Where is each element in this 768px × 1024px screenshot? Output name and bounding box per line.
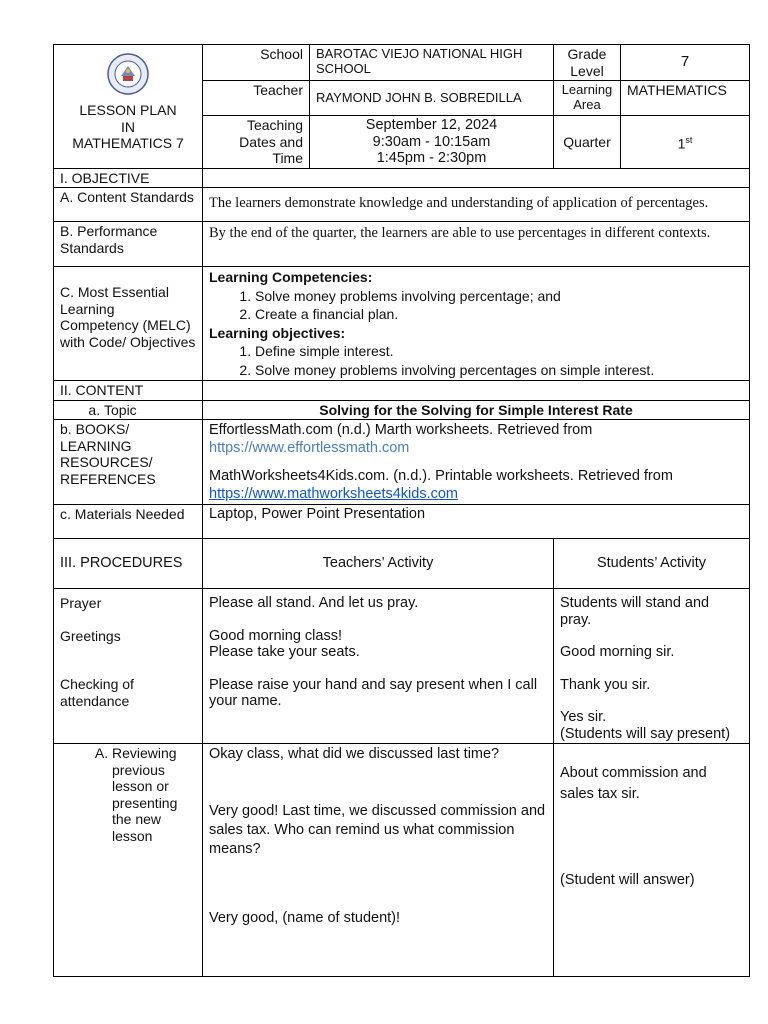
grade-label: Grade Level [554, 45, 621, 81]
objectives-title: Learning objectives: [209, 324, 346, 341]
teacher-greet-1: Good morning class! [209, 627, 342, 644]
review-label-cell [54, 744, 203, 977]
quarter-suffix: st [685, 134, 693, 145]
competency-item: 1. Solve money problems involving percentage; and [255, 287, 743, 306]
student-prayer: Students will stand and pray. [560, 595, 710, 628]
references-cell [203, 420, 750, 505]
objective-item: 2. Solve money problems involving percentages on simple interest. [255, 361, 743, 380]
reference-1-link[interactable]: https://www.effortlessmath.com [209, 440, 410, 456]
review-student [554, 744, 750, 977]
topic-label-cell [54, 400, 203, 420]
melc-content [203, 267, 750, 381]
quarter-number: 1 [677, 135, 686, 152]
objective-heading-blank [203, 168, 750, 188]
materials-value: Laptop, Power Point Presentation [203, 505, 750, 539]
teacher-attendance: Please raise your hand and say present when I call your name. [209, 676, 538, 709]
reference-1: EffortlessMath.com (n.d.) Marth worksheets. Retrieved from [209, 422, 593, 438]
performance-standards-text: By the end of the quarter, the learners are able to use percentages in different contexts. [203, 222, 750, 267]
student-greet: Good morning sir. [560, 644, 675, 660]
review-list [60, 745, 196, 844]
student-review-1: About commission and sales tax sir. [560, 765, 707, 802]
student-present: (Students will say present) [560, 725, 731, 742]
competencies-title: Learning Competencies: [209, 269, 373, 285]
teacher-greet-2: Please take your seats. [209, 644, 360, 660]
deped-seal-icon [106, 52, 150, 96]
competency-item: 2. Create a financial plan. [255, 305, 743, 324]
teaching-date: September 12, 2024 [365, 117, 498, 133]
prelim-student [554, 589, 750, 744]
content-heading-blank [203, 381, 750, 401]
title-cell [54, 45, 203, 169]
learning-area-label: Learning Area [554, 81, 621, 116]
school-label: School [203, 45, 310, 81]
student-thanks: Thank you sir. [560, 676, 651, 693]
prelim-labels [54, 589, 203, 744]
lesson-plan-page [53, 44, 749, 977]
objectives-list [209, 342, 743, 379]
review-teacher [203, 744, 554, 977]
content-standards-text: The learners demonstrate knowledge and understanding of application of percentages. [203, 188, 750, 222]
students-activity-header: Students’ Activity [554, 539, 750, 589]
teaching-time-2: 1:45pm - 2:30pm [376, 150, 487, 166]
dates-label: Teaching Dates and Time [203, 116, 310, 169]
grade-value: 7 [621, 45, 750, 81]
teacher-review-2: Very good! Last time, we discussed commission and sales tax. Who can remind us what commission means? [209, 803, 546, 857]
performance-standards-label: B. Performance Standards [54, 222, 203, 267]
teacher-review-3: Very good, (name of student)! [209, 910, 401, 926]
topic-label: a. Topic [104, 402, 196, 419]
page-title-line-1: LESSON PLAN [79, 102, 177, 118]
melc-label: C. Most Essential Learning Competency (MELC) with Code/ Objectives [54, 267, 203, 381]
student-review-2: (Student will answer) [560, 872, 695, 888]
teacher-review-1: Okay class, what did we discussed last time? [209, 746, 500, 762]
quarter-value [621, 116, 750, 169]
teaching-dates [310, 116, 554, 169]
reference-2: MathWorksheets4Kids.com. (n.d.). Printable worksheets. Retrieved from [209, 468, 673, 484]
topic-value: Solving for the Solving for Simple Interest Rate [203, 400, 750, 420]
reference-2-link[interactable]: https://www.mathworksheets4kids.com [209, 486, 459, 502]
review-label: A. Reviewing previous lesson or presenting the new lesson [112, 745, 196, 844]
teaching-time-1: 9:30am - 10:15am [372, 133, 491, 150]
teacher-label: Teacher [203, 81, 310, 116]
lesson-plan-table [53, 44, 750, 977]
student-yes: Yes sir. [560, 709, 607, 725]
competencies-list [209, 287, 743, 324]
greetings-label: Greetings [60, 627, 121, 644]
quarter-label: Quarter [554, 116, 621, 169]
objective-heading: I. OBJECTIVE [54, 168, 203, 188]
content-heading: II. CONTENT [54, 381, 203, 401]
content-standards-label: A. Content Standards [54, 188, 203, 222]
learning-area-value: MATHEMATICS [621, 81, 750, 116]
prelim-teacher [203, 589, 554, 744]
teachers-activity-header: Teachers’ Activity [203, 539, 554, 589]
teacher-prayer: Please all stand. And let us pray. [209, 595, 419, 611]
objective-item: 1. Define simple interest. [255, 342, 743, 361]
page-title-line-3: MATHEMATICS 7 [72, 135, 184, 151]
procedures-heading: III. PROCEDURES [54, 539, 203, 589]
books-label: b. BOOKS/ LEARNING RESOURCES/ REFERENCES [54, 420, 203, 505]
materials-label: c. Materials Needed [54, 505, 203, 539]
prayer-label: Prayer [60, 595, 102, 611]
page-title-line-2: IN [121, 118, 135, 135]
teacher-value: RAYMOND JOHN B. SOBREDILLA [310, 81, 554, 116]
attendance-label: Checking of attendance [60, 676, 134, 709]
school-value: BAROTAC VIEJO NATIONAL HIGH SCHOOL [310, 45, 554, 81]
